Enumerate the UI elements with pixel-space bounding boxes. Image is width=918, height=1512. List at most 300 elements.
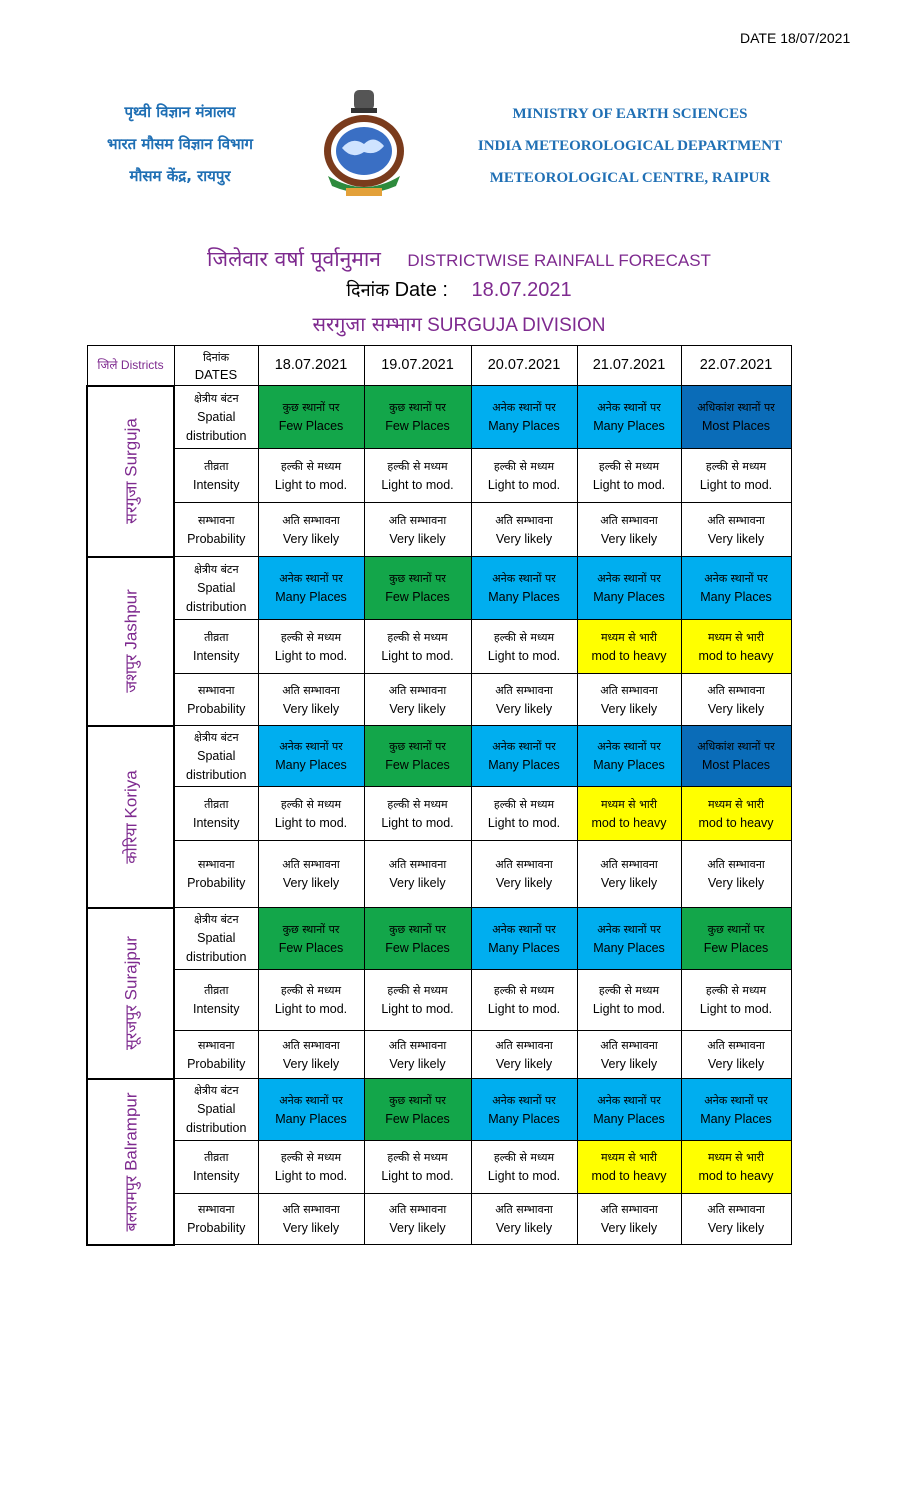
- forecast-value-english: Very likely: [600, 701, 658, 716]
- forecast-value-hindi: हल्की से मध्यम: [493, 984, 555, 997]
- forecast-value-english: Light to mod.: [274, 815, 348, 830]
- header-hindi: [40, 96, 320, 192]
- forecast-value-english: Few Places: [278, 940, 344, 955]
- district-name-english: Balrampur: [121, 1091, 140, 1171]
- forecast-cell: [577, 449, 681, 503]
- table-header-row: [87, 346, 791, 386]
- forecast-value-english: Most Places: [701, 758, 771, 772]
- forecast-value-english: Many Places: [700, 590, 772, 604]
- forecast-cell: [471, 620, 577, 674]
- forecast-value-hindi: मध्यम से भारी: [600, 630, 658, 644]
- forecast-cell: [258, 503, 364, 557]
- forecast-value-english: Very likely: [389, 531, 446, 546]
- forecast-value-hindi: हल्की से मध्यम: [598, 984, 660, 997]
- dates-header-hindi: दिनांक: [202, 350, 230, 364]
- forecast-value-english: Many Places: [275, 1111, 347, 1126]
- district-name-english: Jashpur: [121, 589, 140, 650]
- forecast-cell: [471, 841, 577, 908]
- forecast-value-hindi: कुछ स्थानों पर: [389, 401, 446, 414]
- parameter-label-english: Spatial distribution: [186, 580, 247, 614]
- parameter-label-english: Probability: [187, 1056, 246, 1071]
- district-name: [121, 936, 140, 1050]
- imd-emblem-icon: [318, 88, 410, 200]
- forecast-value-english: Few Places: [278, 419, 344, 433]
- forecast-value-hindi: अनेक स्थानों पर: [492, 740, 556, 753]
- forecast-cell: [681, 908, 791, 970]
- forecast-value-english: Many Places: [593, 940, 665, 955]
- date-header: 22.07.2021: [681, 346, 791, 386]
- forecast-value-english: Many Places: [593, 1111, 665, 1126]
- parameter-label-english: Probability: [187, 876, 246, 890]
- forecast-value-english: Light to mod.: [487, 1169, 561, 1183]
- table-row: [87, 970, 791, 1031]
- table-row: [87, 557, 791, 620]
- forecast-value-hindi: अति सम्भावना: [282, 1038, 340, 1052]
- parameter-label: [174, 620, 258, 674]
- division-title: [0, 310, 918, 337]
- forecast-cell: [364, 841, 471, 908]
- forecast-value-hindi: अनेक स्थानों पर: [279, 1093, 343, 1107]
- forecast-value-hindi: अनेक स्थानों पर: [597, 740, 661, 753]
- forecast-cell: [364, 787, 471, 841]
- forecast-cell: [681, 787, 791, 841]
- table-row: [87, 726, 791, 787]
- forecast-value-hindi: मध्यम से भारी: [600, 797, 658, 811]
- forecast-value-hindi: हल्की से मध्यम: [387, 797, 448, 811]
- division-english: SURGUJA DIVISION: [427, 315, 606, 336]
- forecast-value-hindi: अति सम्भावना: [707, 1038, 765, 1052]
- parameter-label: [174, 726, 258, 787]
- forecast-value-hindi: अति सम्भावना: [282, 858, 340, 871]
- forecast-value-hindi: हल्की से मध्यम: [598, 459, 660, 473]
- parameter-label-english: Probability: [187, 1221, 246, 1235]
- table-row: [87, 386, 791, 449]
- forecast-cell: [258, 449, 364, 503]
- parameter-label: [174, 908, 258, 970]
- date-header: 21.07.2021: [577, 346, 681, 386]
- forecast-value-hindi: अनेक स्थानों पर: [279, 740, 343, 753]
- forecast-value-english: Very likely: [389, 1056, 446, 1071]
- parameter-label-english: Intensity: [192, 648, 240, 663]
- forecast-value-english: Many Places: [488, 940, 560, 955]
- forecast-value-hindi: हल्की से मध्यम: [280, 984, 342, 997]
- department-hindi: भारत मौसम विज्ञान विभाग: [107, 135, 253, 153]
- forecast-value-english: Light to mod.: [381, 1169, 454, 1183]
- forecast-value-english: Very likely: [707, 701, 765, 716]
- forecast-table: [86, 345, 792, 1246]
- forecast-value-hindi: अति सम्भावना: [388, 683, 447, 697]
- forecast-value-hindi: अधिकांश स्थानों पर: [697, 740, 775, 753]
- forecast-cell: [258, 970, 364, 1031]
- date-header: 18.07.2021: [258, 346, 364, 386]
- forecast-value-english: Very likely: [600, 1056, 658, 1071]
- forecast-value-english: Light to mod.: [274, 1169, 348, 1183]
- forecast-value-english: Many Places: [275, 758, 347, 772]
- table-row: [87, 674, 791, 726]
- parameter-label-hindi: सम्भावना: [198, 1203, 235, 1216]
- division-hindi: सरगुजा सम्भाग: [312, 312, 422, 336]
- forecast-cell: [471, 449, 577, 503]
- forecast-cell: [577, 674, 681, 726]
- table-row: [87, 1031, 791, 1079]
- forecast-value-hindi: हल्की से मध्यम: [493, 1151, 555, 1164]
- department-english: INDIA METEOROLOGICAL DEPARTMENT: [477, 138, 783, 154]
- forecast-value-hindi: हल्की से मध्यम: [493, 630, 555, 644]
- forecast-value-hindi: अति सम्भावना: [388, 1203, 447, 1216]
- forecast-value-english: Many Places: [488, 419, 560, 433]
- district-name: [121, 1092, 140, 1231]
- forecast-cell: [258, 841, 364, 908]
- district-name-cell: [87, 726, 174, 908]
- parameter-label-hindi: तीव्रता: [204, 459, 229, 473]
- district-name: [121, 589, 140, 693]
- parameter-label-hindi: क्षेत्रीय बंटन: [193, 1084, 239, 1097]
- forecast-value-hindi: अति सम्भावना: [495, 1038, 553, 1052]
- forecast-value-english: Many Places: [488, 1111, 560, 1126]
- district-name-english: Surguja: [121, 418, 140, 477]
- forecast-value-english: Very likely: [707, 1221, 765, 1235]
- forecast-value-hindi: हल्की से मध्यम: [387, 984, 448, 997]
- forecast-value-hindi: अति सम्भावना: [600, 1203, 658, 1216]
- forecast-cell: [577, 1079, 681, 1141]
- table-row: [87, 841, 791, 908]
- forecast-value-english: Few Places: [385, 940, 450, 955]
- forecast-value-english: Many Places: [488, 758, 560, 772]
- forecast-value-hindi: अनेक स्थानों पर: [597, 1093, 661, 1107]
- forecast-value-hindi: हल्की से मध्यम: [387, 459, 448, 473]
- forecast-cell: [681, 1079, 791, 1141]
- forecast-cell: [471, 787, 577, 841]
- forecast-cell: [577, 1194, 681, 1245]
- forecast-value-hindi: अति सम्भावना: [388, 1038, 447, 1052]
- forecast-cell: [471, 1031, 577, 1079]
- forecast-value-english: Light to mod.: [381, 815, 454, 830]
- forecast-value-hindi: हल्की से मध्यम: [705, 459, 767, 473]
- forecast-value-hindi: अति सम्भावना: [600, 1038, 658, 1052]
- parameter-label-english: Intensity: [192, 815, 240, 830]
- forecast-cell: [258, 557, 364, 620]
- forecast-cell: [681, 449, 791, 503]
- district-name: [121, 418, 140, 524]
- forecast-value-hindi: अति सम्भावना: [495, 1203, 553, 1216]
- forecast-value-hindi: अति सम्भावना: [495, 513, 553, 527]
- parameter-label: [174, 787, 258, 841]
- forecast-value-english: Very likely: [495, 1221, 553, 1235]
- district-name-english: Koriya: [121, 769, 140, 818]
- forecast-cell: [364, 674, 471, 726]
- forecast-cell: [258, 620, 364, 674]
- district-name-hindi: कोरिया: [121, 822, 140, 864]
- forecast-value-hindi: कुछ स्थानों पर: [389, 572, 446, 585]
- forecast-value-english: mod to heavy: [698, 815, 774, 830]
- date-value: 18.07.2021: [471, 279, 572, 301]
- forecast-value-hindi: कुछ स्थानों पर: [282, 922, 340, 936]
- forecast-value-hindi: अति सम्भावना: [707, 683, 765, 697]
- forecast-value-hindi: मध्यम से भारी: [707, 630, 765, 644]
- forecast-value-hindi: अनेक स्थानों पर: [704, 1093, 768, 1107]
- forecast-value-english: Very likely: [495, 531, 553, 546]
- forecast-cell: [471, 503, 577, 557]
- parameter-label: [174, 841, 258, 908]
- forecast-value-english: Light to mod.: [381, 1002, 454, 1016]
- parameter-label: [174, 1031, 258, 1079]
- forecast-value-hindi: अनेक स्थानों पर: [492, 401, 556, 414]
- forecast-cell: [681, 841, 791, 908]
- forecast-cell: [577, 1031, 681, 1079]
- forecast-value-hindi: कुछ स्थानों पर: [282, 401, 340, 414]
- forecast-value-english: Many Places: [700, 1111, 772, 1126]
- table-row: [87, 908, 791, 970]
- forecast-cell: [258, 674, 364, 726]
- forecast-value-hindi: हल्की से मध्यम: [493, 459, 555, 473]
- district-name-english: Surajpur: [121, 936, 140, 1001]
- forecast-value-hindi: कुछ स्थानों पर: [389, 740, 446, 753]
- parameter-label: [174, 557, 258, 620]
- forecast-cell: [681, 503, 791, 557]
- title-english: DISTRICTWISE RAINFALL FORECAST: [407, 251, 711, 270]
- forecast-value-english: Very likely: [389, 1221, 446, 1235]
- forecast-cell: [681, 1194, 791, 1245]
- forecast-value-hindi: अति सम्भावना: [707, 858, 765, 871]
- forecast-value-english: Very likely: [495, 1056, 553, 1071]
- table-row: [87, 503, 791, 557]
- forecast-cell: [577, 620, 681, 674]
- header-english: [455, 98, 805, 194]
- forecast-cell: [577, 908, 681, 970]
- forecast-value-english: mod to heavy: [591, 648, 667, 663]
- forecast-value-english: Few Places: [385, 1111, 450, 1126]
- forecast-cell: [258, 726, 364, 787]
- district-name-hindi: बलरामपुर: [121, 1175, 140, 1232]
- forecast-value-hindi: अति सम्भावना: [600, 683, 658, 697]
- forecast-value-hindi: अति सम्भावना: [388, 858, 447, 871]
- forecast-cell: [364, 449, 471, 503]
- forecast-value-hindi: कुछ स्थानों पर: [389, 1093, 446, 1107]
- forecast-value-hindi: हल्की से मध्यम: [387, 1151, 448, 1164]
- forecast-cell: [471, 726, 577, 787]
- forecast-value-english: Very likely: [707, 876, 765, 890]
- forecast-cell: [258, 1194, 364, 1245]
- forecast-value-hindi: हल्की से मध्यम: [705, 984, 767, 997]
- forecast-cell: [681, 557, 791, 620]
- parameter-label: [174, 449, 258, 503]
- forecast-value-hindi: अनेक स्थानों पर: [492, 1093, 556, 1107]
- parameter-label-hindi: सम्भावना: [198, 1038, 235, 1052]
- forecast-date: [0, 278, 918, 302]
- parameter-label-hindi: क्षेत्रीय बंटन: [193, 562, 239, 576]
- forecast-cell: [577, 841, 681, 908]
- forecast-value-english: Light to mod.: [274, 477, 348, 492]
- forecast-value-hindi: अति सम्भावना: [707, 1203, 765, 1216]
- forecast-cell: [364, 970, 471, 1031]
- forecast-value-hindi: अनेक स्थानों पर: [597, 401, 661, 414]
- date-header: 20.07.2021: [471, 346, 577, 386]
- forecast-cell: [577, 386, 681, 449]
- forecast-cell: [364, 620, 471, 674]
- forecast-value-hindi: अधिकांश स्थानों पर: [697, 401, 775, 414]
- forecast-value-hindi: मध्यम से भारी: [707, 1151, 765, 1164]
- forecast-cell: [258, 908, 364, 970]
- date-label-hindi: दिनांक: [346, 280, 390, 301]
- forecast-cell: [681, 386, 791, 449]
- forecast-value-hindi: अति सम्भावना: [707, 513, 765, 527]
- forecast-value-english: Few Places: [385, 758, 450, 772]
- parameter-label-english: Spatial distribution: [186, 748, 247, 782]
- forecast-value-english: Many Places: [275, 590, 347, 604]
- parameter-label-english: Intensity: [192, 1169, 240, 1183]
- forecast-value-english: Light to mod.: [487, 1002, 561, 1016]
- forecast-value-hindi: अति सम्भावना: [495, 683, 553, 697]
- parameter-label-english: Probability: [187, 701, 246, 716]
- district-name-cell: [87, 386, 174, 557]
- forecast-value-hindi: अति सम्भावना: [282, 683, 340, 697]
- table-row: [87, 1141, 791, 1194]
- parameter-label-english: Probability: [187, 531, 246, 546]
- forecast-value-english: Very likely: [389, 876, 446, 890]
- forecast-cell: [471, 386, 577, 449]
- dates-header: [174, 346, 258, 386]
- forecast-cell: [364, 503, 471, 557]
- forecast-value-english: Few Places: [385, 590, 450, 604]
- parameter-label-hindi: तीव्रता: [204, 984, 229, 997]
- forecast-cell: [258, 1031, 364, 1079]
- forecast-value-english: Light to mod.: [487, 648, 561, 663]
- parameter-label-hindi: तीव्रता: [204, 630, 229, 644]
- table-row: [87, 449, 791, 503]
- parameter-label-hindi: क्षेत्रीय बंटन: [193, 913, 239, 926]
- forecast-cell: [258, 787, 364, 841]
- forecast-cell: [471, 557, 577, 620]
- table-row: [87, 620, 791, 674]
- forecast-cell: [577, 557, 681, 620]
- forecast-value-hindi: अनेक स्थानों पर: [597, 922, 661, 936]
- forecast-title: [0, 245, 918, 273]
- forecast-cell: [681, 1141, 791, 1194]
- forecast-cell: [577, 1141, 681, 1194]
- forecast-value-hindi: अति सम्भावना: [495, 858, 553, 871]
- forecast-cell: [364, 1031, 471, 1079]
- forecast-value-hindi: अति सम्भावना: [388, 513, 447, 527]
- table-row: [87, 1079, 791, 1141]
- forecast-value-english: Very likely: [282, 531, 340, 546]
- forecast-value-hindi: हल्की से मध्यम: [280, 1151, 342, 1164]
- date-label-english: Date :: [394, 279, 448, 301]
- parameter-label-english: Intensity: [192, 1002, 240, 1016]
- forecast-value-hindi: मध्यम से भारी: [600, 1151, 658, 1164]
- forecast-value-english: mod to heavy: [591, 1169, 667, 1183]
- parameter-label: [174, 386, 258, 449]
- forecast-value-hindi: कुछ स्थानों पर: [707, 922, 765, 936]
- forecast-cell: [364, 908, 471, 970]
- forecast-value-hindi: अनेक स्थानों पर: [597, 572, 661, 585]
- centre-english: METEOROLOGICAL CENTRE, RAIPUR: [489, 170, 771, 186]
- forecast-cell: [364, 557, 471, 620]
- forecast-value-english: Very likely: [600, 1221, 658, 1235]
- forecast-value-english: Very likely: [600, 876, 658, 890]
- district-name-hindi: जशपुर: [121, 654, 140, 693]
- forecast-cell: [681, 726, 791, 787]
- forecast-value-english: Very likely: [282, 701, 340, 716]
- parameter-label: [174, 1141, 258, 1194]
- forecast-value-english: Few Places: [703, 940, 769, 955]
- forecast-cell: [471, 1194, 577, 1245]
- district-name-hindi: सरगुजा: [121, 481, 140, 524]
- forecast-value-hindi: अनेक स्थानों पर: [279, 572, 343, 585]
- forecast-value-hindi: कुछ स्थानों पर: [389, 922, 446, 936]
- forecast-value-english: mod to heavy: [591, 815, 667, 830]
- forecast-value-hindi: अनेक स्थानों पर: [492, 922, 556, 936]
- forecast-value-english: Light to mod.: [592, 1002, 666, 1016]
- districts-header: जिले Districts: [87, 346, 174, 386]
- parameter-label: [174, 1194, 258, 1245]
- district-name: [121, 770, 140, 863]
- forecast-value-hindi: हल्की से मध्यम: [280, 459, 342, 473]
- forecast-value-hindi: अति सम्भावना: [282, 513, 340, 527]
- forecast-value-english: Light to mod.: [274, 648, 348, 663]
- parameter-label: [174, 970, 258, 1031]
- forecast-cell: [681, 1031, 791, 1079]
- forecast-value-hindi: हल्की से मध्यम: [493, 797, 555, 811]
- forecast-value-english: mod to heavy: [698, 648, 774, 663]
- parameter-label-hindi: क्षेत्रीय बंटन: [193, 391, 239, 405]
- forecast-cell: [577, 787, 681, 841]
- forecast-value-english: Light to mod.: [487, 477, 561, 492]
- forecast-cell: [471, 674, 577, 726]
- forecast-cell: [364, 1194, 471, 1245]
- parameter-label: [174, 503, 258, 557]
- parameter-label-hindi: तीव्रता: [204, 1151, 229, 1164]
- forecast-cell: [258, 386, 364, 449]
- document-date: DATE 18/07/2021: [740, 30, 851, 46]
- forecast-value-english: Many Places: [593, 419, 665, 433]
- ministry-english: MINISTRY OF EARTH SCIENCES: [512, 106, 748, 122]
- forecast-value-english: Very likely: [282, 1221, 340, 1235]
- forecast-value-english: Light to mod.: [274, 1002, 348, 1016]
- parameter-label-english: Spatial distribution: [186, 931, 247, 964]
- forecast-value-english: Very likely: [707, 1056, 765, 1071]
- district-name-hindi: सूरजपुर: [121, 1005, 140, 1050]
- forecast-cell: [471, 908, 577, 970]
- forecast-value-english: Very likely: [282, 1056, 340, 1071]
- forecast-value-english: Few Places: [385, 419, 450, 433]
- forecast-value-english: Light to mod.: [699, 477, 773, 492]
- forecast-cell: [258, 1079, 364, 1141]
- forecast-value-english: Many Places: [488, 590, 560, 604]
- district-name-cell: [87, 908, 174, 1079]
- date-header: 19.07.2021: [364, 346, 471, 386]
- district-name-cell: [87, 1079, 174, 1245]
- forecast-value-english: Very likely: [707, 531, 765, 546]
- forecast-value-hindi: हल्की से मध्यम: [387, 630, 448, 644]
- forecast-value-english: Light to mod.: [381, 648, 454, 663]
- title-hindi: जिलेवार वर्षा पूर्वानुमान: [207, 247, 381, 271]
- forecast-cell: [471, 1079, 577, 1141]
- forecast-value-hindi: मध्यम से भारी: [707, 797, 765, 811]
- forecast-value-hindi: हल्की से मध्यम: [280, 797, 342, 811]
- parameter-label-english: Spatial distribution: [186, 1102, 247, 1135]
- forecast-value-english: Light to mod.: [487, 815, 561, 830]
- forecast-value-english: Most Places: [701, 419, 771, 433]
- forecast-cell: [364, 386, 471, 449]
- table-row: [87, 787, 791, 841]
- parameter-label: [174, 674, 258, 726]
- forecast-value-hindi: अनेक स्थानों पर: [704, 572, 768, 585]
- forecast-value-english: Very likely: [282, 876, 340, 890]
- forecast-cell: [364, 726, 471, 787]
- forecast-value-hindi: अति सम्भावना: [600, 858, 658, 871]
- forecast-cell: [364, 1079, 471, 1141]
- parameter-label-hindi: क्षेत्रीय बंटन: [193, 730, 239, 744]
